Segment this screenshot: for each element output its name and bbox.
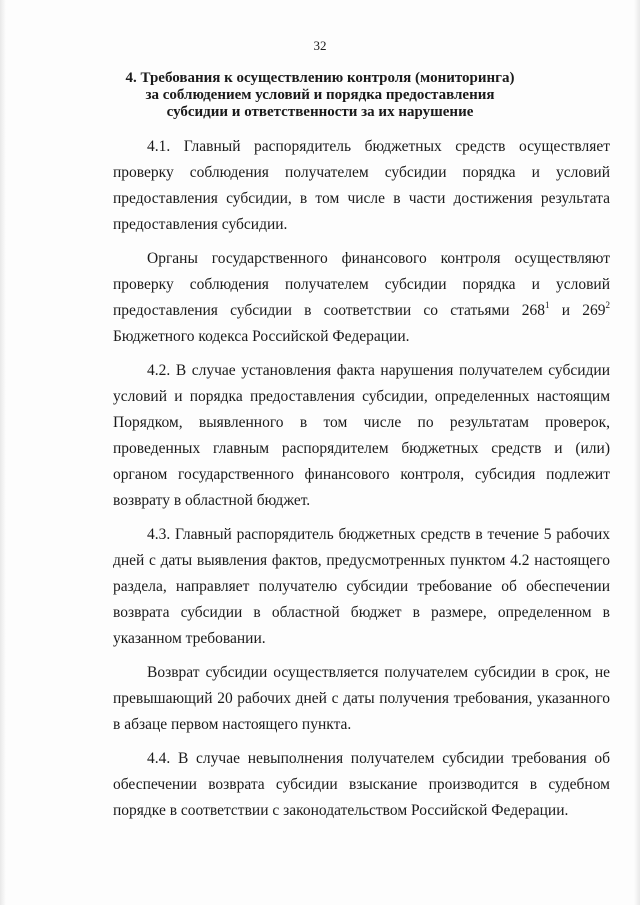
paragraph-text: Органы государственного финансового контроля осуществляют проверку соблюдения получателем субсидии порядка и условий предоставления субсидии в соответствии со статьями 268 — [113, 250, 610, 319]
paragraph-4-1: 4.1. Главный распорядитель бюджетных средств осуществляет проверку соблюдения получателем субсидии порядка и условий предоставления субсидии, в том числе в части достижения результата предоставления субсидии. — [113, 138, 610, 233]
paragraph-4-2: 4.2. В случае установления факта нарушения получателем субсидии условий и порядка предоставления субсидии, определенных настоящим Порядком, выявленного в том числе по результатам проверок, проведенных главным распорядителем бюджетных средств и (или) органом государственного финансового контроля, субсидия подлежит возврату в областной бюджет. — [113, 362, 610, 509]
paragraph-4-3: 4.3. Главный распорядитель бюджетных средств в течение 5 рабочих дней с даты выявления фактов, предусмотренных пунктом 4.2 настоящего раздела, направляет получателю субсидии требование об обеспечении возврата субсидии в областной бюджет в размере, определенном в указанном требовании. — [113, 526, 610, 647]
paragraph-text: Бюджетного кодекса Российской Федерации. — [113, 328, 410, 345]
section-body — [113, 134, 610, 824]
page-number: 32 — [313, 38, 327, 53]
superscript: 1 — [545, 300, 550, 310]
section-heading-line-2: за соблюдением условий и порядка предоставления — [145, 87, 495, 103]
section-heading-line-3: субсидии и ответственности за их нарушение — [166, 104, 474, 120]
paragraph-4-1-control-bodies — [113, 246, 610, 350]
scan-edge-left — [0, 0, 6, 905]
section-heading — [100, 70, 540, 121]
paragraph-text: и 269 — [549, 302, 606, 319]
paragraph-4-4: 4.4. В случае невыполнения получателем субсидии требования об обеспечении возврата субсидии взыскание производится в судебном порядке в соответствии с законодательством Российской Федерации. — [113, 750, 610, 819]
superscript: 2 — [605, 300, 610, 310]
scan-edge-right — [634, 0, 640, 905]
paragraph-4-3-return-term: Возврат субсидии осуществляется получателем субсидии в срок, не превышающий 20 рабочих дней с даты получения требования, указанного в абзаце первом настоящего пункта. — [113, 664, 610, 733]
section-heading-line-1: 4. Требования к осуществлению контроля (мониторинга) — [125, 70, 515, 86]
